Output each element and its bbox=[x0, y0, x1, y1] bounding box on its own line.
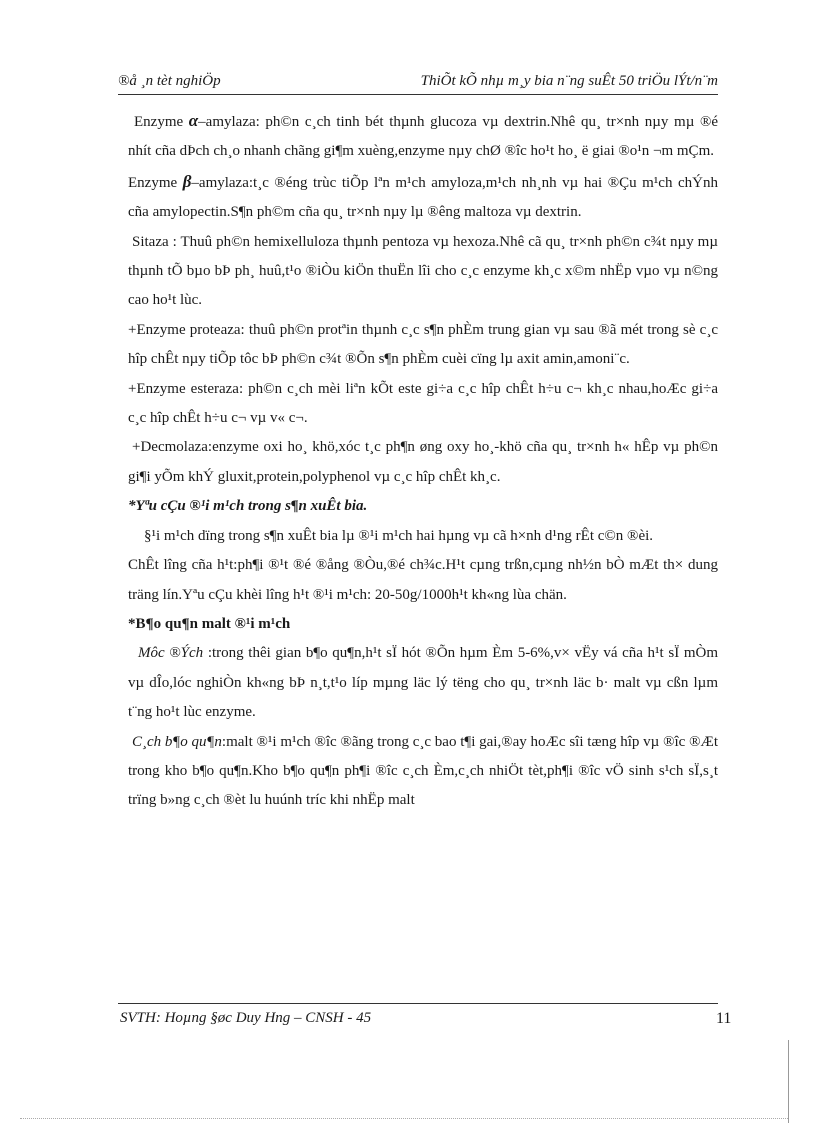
paragraph-esteraza: +Enzyme esteraza: ph©n c¸ch mèi liªn kÕt este gi÷a c¸c hîp chÊt h÷u c¬ kh¸c nhau,hoÆc gi÷a c¸c hîp chÊt h÷u c¬ vµ v« c¬. bbox=[128, 380, 718, 427]
section-heading-requirements: *Yªu cÇu ®¹i m¹ch trong s¶n xuÊt bia. bbox=[128, 498, 368, 515]
footer-divider bbox=[118, 1003, 718, 1004]
paragraph-proteaza: +Enzyme proteaza: thuû ph©n protªin thµnh c¸c s¶n phÈm trung gian vµ sau ®ã mét trong sè c¸c hîp chÊt nµy tiÕp tôc bÞ ph©n c¾t ®Õn s¶n phÈm cuèi cïng lµ axit amin,amoni¨c. bbox=[128, 321, 718, 368]
paragraph-chat-luong: ChÊt lîng cña h¹t:ph¶i ®¹t ®é ®ång ®Òu,®é ch¾c.H¹t cµng trßn,cµng nh½n bÒ mÆt th× dung träng lín.Yªu cÇu khèi lîng h¹t ®¹i m¹ch: 20-50g/1000h¹t kh«ng lùa chän. bbox=[128, 557, 718, 603]
paragraph-cach-bao-quan: C¸ch b¶o qu¶n:malt ®¹i m¹ch ®îc ®ãng trong c¸c bao t¶i gai,®ay hoÆc sîi tæng hîp vµ ®îc ®Æt trong kho b¶o qu¶n.Kho b¶o qu¶n ph¶i ®îc c¸ch Èm,c¸ch nhiÖt tèt,ph¶i ®îc vÖ sinh s¹ch sÏ,s¸t trïng b»ng c¸ch ®èt lu huúnh tríc khi nhËp malt bbox=[128, 733, 718, 809]
page-header bbox=[118, 70, 718, 96]
footer-author: SVTH: Hoµng §øc Duy Hng – CNSH - 45 bbox=[120, 1010, 372, 1026]
header-right-title: ThiÕt kÕ nhµ m¸y bia n¨ng suÊt 50 triÖu lÝt/n¨m bbox=[420, 73, 718, 89]
page-corner-line-vertical bbox=[788, 1040, 789, 1123]
paragraph-alpha-amylaza: Enzyme α–amylaza: ph©n c¸ch tinh bét thµnh glucoza vµ dextrin.Nhê qu¸ tr×nh nµy mµ ®é nhít cña dÞch ch¸o nhanh chãng gi¶m xuèng,enzyme nµy chØ ®îc ho¹t ho¸ ë giai ®o¹n ¬m mÇm. bbox=[128, 111, 718, 160]
alpha-symbol: α bbox=[188, 111, 199, 130]
beta-symbol: β bbox=[182, 171, 192, 191]
paragraph-dai-mach: §¹i m¹ch dïng trong s¶n xuÊt bia lµ ®¹i m¹ch hai hµng vµ cã h×nh d¹ng rÊt c©n ®èi. bbox=[144, 527, 654, 544]
paragraph-beta-amylaza: Enzyme β–amylaza:t¸c ®éng trùc tiÕp lªn m¹ch amyloza,m¹ch nh¸nh vµ hai ®Çu m¹ch chÝnh cña amylopectin.S¶n ph©m cña qu¸ tr×nh nµy lµ ®êng maltoza vµ dextrin. bbox=[128, 171, 718, 221]
page-number: 11 bbox=[716, 1010, 732, 1027]
paragraph-sitaza: Sitaza : Thuû ph©n hemixelluloza thµnh pentoza vµ hexoza.Nhê cã qu¸ tr×nh ph©n c¾t nµy mµ thµnh tÕ bµo bÞ ph¸ huû,t¹o ®iÒu kiÖn thuËn lîi cho c¸c enzyme kh¸c x©m nhËp vµo vµ n©ng cao ho¹t lùc. bbox=[128, 233, 718, 309]
paragraph-decmolaza: +Decmolaza:enzyme oxi ho¸ khö,xóc t¸c ph¶n øng oxy ho¸-khö cña qu¸ tr×nh h« hÊp vµ ph©n gi¶i yÕm khÝ gluxit,protein,polyphenol vµ c¸c hîp chÊt kh¸c. bbox=[128, 439, 718, 485]
paragraph-muc-dich: Môc ®Ých :trong thêi gian b¶o qu¶n,h¹t sÏ hót ®Õn hµm Èm 5-6%,v× vËy vá cña h¹t sÏ mÒm vµ dÎo,lóc nghiÒn kh«ng bÞ n¸t,t¹o líp mµng läc lý tëng cho qu¸ tr×nh läc b· malt vµ cßn lµm t¨ng ho¹t lùc enzyme. bbox=[128, 645, 718, 721]
label-cach-bao-quan: C¸ch b¶o qu¶n bbox=[132, 733, 222, 750]
header-divider bbox=[118, 94, 718, 95]
section-heading-storage: *B¶o qu¶n malt ®¹i m¹ch bbox=[128, 615, 291, 632]
page-corner-line-horizontal bbox=[20, 1118, 788, 1119]
label-muc-dich: Môc ®Ých bbox=[138, 645, 208, 662]
body-text bbox=[128, 106, 718, 816]
header-left-title: ®å ¸n tèt nghiÖp bbox=[118, 73, 221, 89]
